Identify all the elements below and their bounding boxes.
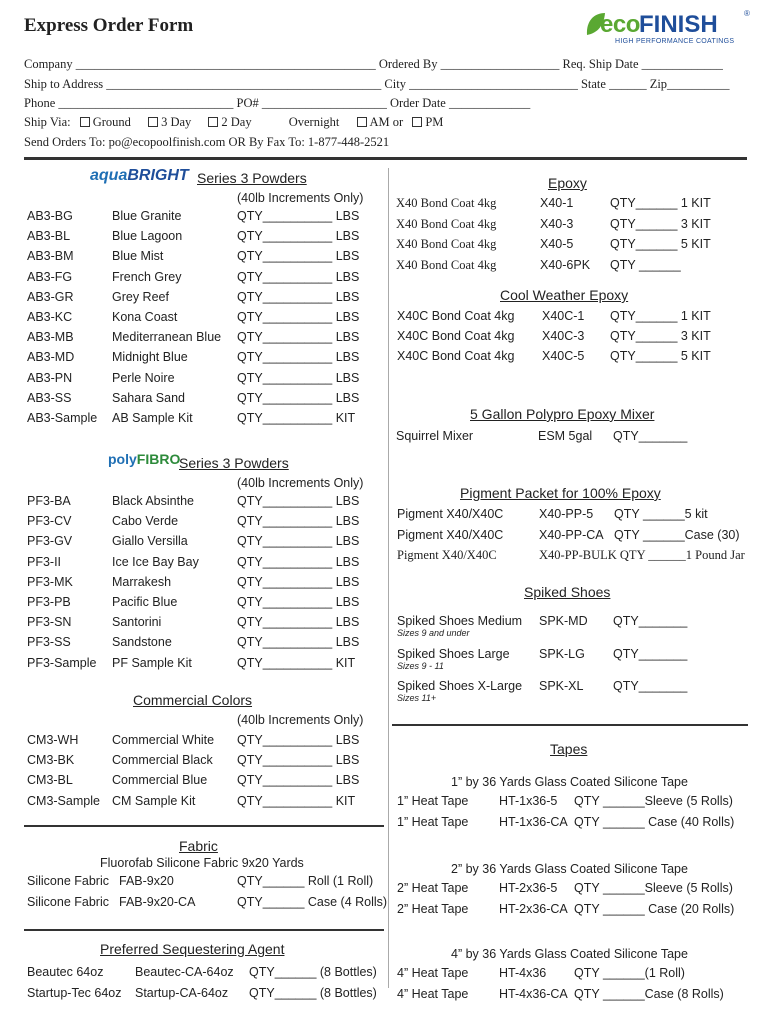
tape-group-2-row-1-col-2[interactable]: QTY ______Case (8 Rolls) — [574, 986, 724, 1001]
poly-row-6-col-0: PF3-SN — [27, 615, 72, 630]
aqua-row-9-col-0: AB3-SS — [27, 390, 72, 405]
commercial-row-0-col-0: CM3-WH — [27, 733, 79, 747]
top-divider — [24, 157, 747, 160]
aqua-logo-b: BRIGHT — [127, 167, 189, 184]
company-line[interactable]: Company ________________________________________________ Ordered By ___________________ Req. Ship Date _____________ — [24, 57, 723, 71]
poly-row-4-col-2[interactable]: QTY__________ LBS — [237, 574, 360, 589]
tape-group-1-head: 2” by 36 Yards Glass Coated Silicone Tape — [451, 862, 688, 876]
aqua-row-0-col-2[interactable]: QTY__________ LBS — [237, 209, 360, 223]
aqua-row-3-col-0: AB3-FG — [27, 269, 73, 284]
cool-row-2-col-2[interactable]: QTY______ 5 KIT — [610, 349, 711, 364]
aqua-row-1-col-2[interactable]: QTY__________ LBS — [237, 229, 360, 244]
poly-row-8-col-1: PF Sample Kit — [112, 655, 192, 670]
tape-group-2-row-0-col-0: 4” Heat Tape — [397, 966, 469, 980]
epoxy-row-1-col-2[interactable]: QTY______ 3 KIT — [610, 216, 711, 231]
epoxy-row-2-col-2[interactable]: QTY______ 5 KIT — [610, 237, 711, 251]
tapes-title: Tapes — [550, 741, 588, 757]
aqua-row-6-col-0: AB3-MB — [27, 330, 74, 345]
seq-row-0-col-0: Beautec 64oz — [27, 965, 104, 979]
cool-row-2-col-1: X40C-5 — [542, 349, 585, 364]
poly-row-5-col-0: PF3-PB — [27, 595, 71, 609]
logo-reg: ® — [744, 9, 750, 18]
overnight-label: Overnight — [288, 115, 340, 129]
poly-section-title: Series 3 Powders — [179, 455, 289, 471]
commercial-row-1-col-2[interactable]: QTY__________ LBS — [237, 753, 360, 768]
spiked-row-2-col-1: SPK-XL — [539, 679, 584, 693]
send-orders-line: Send Orders To: po@ecopoolfinish.com OR By Fax To: 1-877-448-2521 — [24, 135, 390, 149]
poly-row-1-col-2[interactable]: QTY__________ LBS — [237, 514, 360, 529]
epoxy-row-3-col-2[interactable]: QTY ______ — [610, 257, 681, 272]
poly-row-5-col-1: Pacific Blue — [112, 595, 178, 609]
tape-group-1-row-0-col-0: 2” Heat Tape — [397, 881, 469, 895]
seq-row-1-col-1: Startup-CA-64oz — [135, 985, 229, 1000]
tape-group-2-row-0-col-1: HT-4x36 — [499, 966, 547, 980]
cool-row-2-col-0: X40C Bond Coat 4kg — [397, 349, 515, 364]
spiked-title: Spiked Shoes — [524, 584, 611, 600]
commercial-row-3-col-0: CM3-Sample — [27, 793, 100, 808]
tape-group-0-row-1-col-0: 1” Heat Tape — [397, 814, 469, 829]
aqua-row-0-col-0: AB3-BG — [27, 209, 73, 223]
seq-row-0-col-2[interactable]: QTY______ (8 Bottles) — [249, 965, 377, 979]
mixer-col-2[interactable]: QTY_______ — [613, 429, 688, 443]
epoxy-row-2-col-0: X40 Bond Coat 4kg — [396, 237, 497, 251]
aqua-logo-a: aqua — [90, 167, 128, 184]
pigment-row-1-col-2[interactable]: QTY ______Case (30) — [614, 527, 740, 542]
commercial-title: Commercial Colors — [133, 692, 253, 708]
poly-row-6-col-2[interactable]: QTY__________ LBS — [237, 615, 360, 630]
cool-row-0-col-2[interactable]: QTY______ 1 KIT — [610, 309, 711, 323]
fabric-row-0-col-0: Silicone Fabric — [27, 874, 109, 888]
logo-finish-text: FINISH — [639, 11, 718, 38]
aqua-row-5-col-1: Kona Coast — [112, 310, 178, 324]
aqua-row-3-col-2[interactable]: QTY__________ LBS — [237, 269, 360, 284]
epoxy-row-3-col-1: X40-6PK — [540, 257, 591, 272]
polyfibro-logo — [108, 451, 180, 469]
poly-logo-a: poly — [108, 451, 137, 467]
aqua-row-5-col-2[interactable]: QTY__________ LBS — [237, 310, 360, 324]
epoxy-row-1-col-0: X40 Bond Coat 4kg — [396, 216, 497, 231]
tape-group-1-row-1-col-2[interactable]: QTY ______ Case (20 Rolls) — [574, 901, 735, 916]
pm-checkbox[interactable] — [412, 117, 422, 127]
column-divider — [388, 168, 389, 988]
poly-row-1-col-0: PF3-CV — [27, 514, 72, 529]
fabric-row-0-col-2[interactable]: QTY______ Roll (1 Roll) — [237, 874, 374, 888]
fabric-row-1-col-0: Silicone Fabric — [27, 894, 109, 909]
poly-row-3-col-1: Ice Ice Bay Bay — [112, 554, 199, 569]
spiked-row-2-sizes: Sizes 11+ — [397, 693, 437, 703]
pigment-row-0-col-2[interactable]: QTY ______5 kit — [614, 507, 708, 521]
aqua-row-10-col-2[interactable]: QTY__________ KIT — [237, 411, 356, 425]
pigment-row-2-col-1[interactable]: X40-PP-BULK QTY ______1 Pound Jar — [539, 548, 745, 562]
aqua-row-4-col-0: AB3-GR — [27, 289, 74, 304]
poly-row-1-col-1: Cabo Verde — [112, 514, 179, 529]
tape-group-0-row-0-col-2[interactable]: QTY ______Sleeve (5 Rolls) — [574, 794, 733, 808]
ground-label: Ground — [92, 115, 131, 129]
phone-line[interactable]: Phone ____________________________ PO# ____________________ Order Date _____________ — [24, 96, 531, 110]
tape-group-2-row-0-col-2[interactable]: QTY ______(1 Roll) — [574, 966, 685, 980]
tape-group-1-row-0-col-1: HT-2x36-5 — [499, 881, 558, 895]
cool-row-0-col-1: X40C-1 — [542, 309, 585, 323]
fabric-row-1-col-2[interactable]: QTY______ Case (4 Rolls) — [237, 894, 388, 909]
am-checkbox[interactable] — [357, 117, 367, 127]
aqua-row-8-col-1: Perle Noire — [112, 370, 175, 385]
logo-eco-text: eco — [600, 11, 640, 38]
spiked-row-1-col-1: SPK-LG — [539, 646, 585, 661]
commercial-increments: (40lb Increments Only) — [237, 713, 364, 727]
cool-title: Cool Weather Epoxy — [500, 287, 629, 303]
spiked-row-1-sizes: Sizes 9 - 11 — [397, 660, 444, 671]
fabric-subtitle: Fluorofab Silicone Fabric 9x20 Yards — [100, 856, 304, 870]
pigment-title: Pigment Packet for 100% Epoxy — [460, 485, 661, 501]
ship-via-line — [24, 115, 443, 130]
spiked-row-0-col-0: Spiked Shoes Medium — [397, 614, 523, 628]
cool-row-1-col-1: X40C-3 — [542, 329, 585, 344]
aqua-row-6-col-1: Mediterranean Blue — [112, 330, 222, 345]
ground-checkbox[interactable] — [80, 117, 90, 127]
tape-group-1-row-0-col-2[interactable]: QTY ______Sleeve (5 Rolls) — [574, 881, 733, 895]
spiked-row-1-col-2[interactable]: QTY_______ — [613, 646, 688, 661]
poly-row-3-col-2[interactable]: QTY__________ LBS — [237, 554, 360, 569]
pigment-row-0-col-0: Pigment X40/X40C — [397, 507, 504, 521]
logo-tagline: HIGH PERFORMANCE COATINGS — [615, 38, 735, 45]
poly-row-2-col-0: PF3-GV — [27, 534, 73, 549]
aqua-row-2-col-1: Blue Mist — [112, 249, 164, 264]
fabric-row-0-col-1: FAB-9x20 — [119, 874, 174, 888]
tape-group-1-row-1-col-0: 2” Heat Tape — [397, 901, 469, 916]
poly-row-3-col-0: PF3-II — [27, 554, 62, 569]
poly-row-2-col-2[interactable]: QTY__________ LBS — [237, 534, 360, 549]
spiked-row-0-col-2[interactable]: QTY_______ — [613, 614, 688, 628]
epoxy-row-3-col-0: X40 Bond Coat 4kg — [396, 257, 497, 272]
poly-row-0-col-2[interactable]: QTY__________ LBS — [237, 494, 360, 508]
commercial-row-1-col-0: CM3-BK — [27, 753, 75, 768]
spiked-row-1-col-0: Spiked Shoes Large — [397, 646, 510, 661]
tape-group-0-row-1-col-1: HT-1x36-CA — [499, 814, 568, 829]
poly-row-7-col-1: Sandstone — [112, 635, 172, 650]
aqua-row-0-col-1: Blue Granite — [112, 209, 182, 223]
aqua-row-10-col-1: AB Sample Kit — [112, 411, 193, 425]
poly-row-0-col-1: Black Absinthe — [112, 494, 194, 508]
commercial-row-3-col-1: CM Sample Kit — [112, 793, 196, 808]
pm-label: PM — [425, 115, 444, 129]
commercial-row-1-col-1: Commercial Black — [112, 753, 213, 768]
seq-title: Preferred Sequestering Agent — [100, 941, 285, 957]
spiked-row-0-col-1: SPK-MD — [539, 614, 588, 628]
poly-logo-b: FIBRO — [136, 451, 181, 467]
pigment-row-0-col-1: X40-PP-5 — [539, 507, 594, 521]
commercial-row-2-col-0: CM3-BL — [27, 773, 73, 788]
commercial-row-0-col-1: Commercial White — [112, 733, 215, 747]
epoxy-row-1-col-1: X40-3 — [540, 216, 574, 231]
commercial-row-2-col-2[interactable]: QTY__________ LBS — [237, 773, 360, 788]
pigment-row-1-col-1: X40-PP-CA — [539, 527, 604, 542]
tapes-divider — [392, 724, 748, 726]
epoxy-row-2-col-1: X40-5 — [540, 237, 574, 251]
commercial-row-2-col-1: Commercial Blue — [112, 773, 208, 788]
aquabright-logo — [90, 167, 189, 185]
aqua-row-8-col-0: AB3-PN — [27, 370, 73, 385]
seq-row-1-col-2[interactable]: QTY______ (8 Bottles) — [249, 985, 377, 1000]
aqua-row-7-col-0: AB3-MD — [27, 350, 75, 365]
3day-checkbox[interactable] — [148, 117, 158, 127]
commercial-row-3-col-2[interactable]: QTY__________ KIT — [237, 793, 356, 808]
mixer-col-0: Squirrel Mixer — [396, 429, 474, 443]
fabric-divider — [24, 825, 384, 827]
ship-to-line[interactable]: Ship to Address ____________________________________________ City ___________________________ State ______ Zip__________ — [24, 77, 730, 91]
aqua-row-10-col-0: AB3-Sample — [27, 411, 98, 425]
spiked-row-0-sizes: Sizes 9 and under — [397, 628, 470, 638]
aqua-row-4-col-2[interactable]: QTY__________ LBS — [237, 289, 360, 304]
poly-row-7-col-0: PF3-SS — [27, 635, 71, 650]
mixer-col-1: ESM 5gal — [538, 429, 593, 443]
poly-row-6-col-1: Santorini — [112, 615, 162, 630]
tape-group-2-row-1-col-1: HT-4x36-CA — [499, 986, 568, 1001]
epoxy-title: Epoxy — [548, 175, 587, 191]
poly-increments: (40lb Increments Only) — [237, 476, 364, 490]
epoxy-row-0-col-2[interactable]: QTY______ 1 KIT — [610, 196, 711, 210]
ship-via-label: Ship Via: — [24, 115, 71, 129]
cool-row-1-col-0: X40C Bond Coat 4kg — [397, 329, 515, 344]
pigment-row-2-col-0: Pigment X40/X40C — [397, 548, 497, 562]
seq-row-0-col-1: Beautec-CA-64oz — [135, 965, 234, 979]
spiked-row-2-col-0: Spiked Shoes X-Large — [397, 679, 523, 693]
aqua-row-2-col-2[interactable]: QTY__________ LBS — [237, 249, 360, 264]
poly-row-0-col-0: PF3-BA — [27, 494, 71, 508]
cool-row-1-col-2[interactable]: QTY______ 3 KIT — [610, 329, 711, 344]
aqua-row-1-col-0: AB3-BL — [27, 229, 71, 244]
aqua-row-8-col-2[interactable]: QTY__________ LBS — [237, 370, 360, 385]
form-title: Express Order Form — [24, 15, 194, 36]
poly-row-8-col-2[interactable]: QTY__________ KIT — [237, 655, 356, 670]
2day-label: 2 Day — [221, 115, 252, 129]
aqua-row-3-col-1: French Grey — [112, 269, 182, 284]
fabric-title: Fabric — [179, 838, 218, 854]
poly-row-8-col-0: PF3-Sample — [27, 655, 97, 670]
poly-row-4-col-1: Marrakesh — [112, 574, 172, 589]
poly-row-2-col-1: Giallo Versilla — [112, 534, 188, 549]
aqua-row-1-col-1: Blue Lagoon — [112, 229, 183, 244]
poly-row-7-col-2[interactable]: QTY__________ LBS — [237, 635, 360, 650]
tape-group-0-row-0-col-0: 1” Heat Tape — [397, 794, 469, 808]
aqua-row-5-col-0: AB3-KC — [27, 310, 73, 324]
aqua-row-7-col-1: Midnight Blue — [112, 350, 188, 365]
seq-row-1-col-0: Startup-Tec 64oz — [27, 985, 122, 1000]
aqua-increments: (40lb Increments Only) — [237, 191, 364, 205]
spiked-row-2-col-2[interactable]: QTY_______ — [613, 679, 688, 693]
aqua-row-7-col-2[interactable]: QTY__________ LBS — [237, 350, 360, 365]
tape-group-1-row-1-col-1: HT-2x36-CA — [499, 901, 568, 916]
poly-row-4-col-0: PF3-MK — [27, 574, 73, 589]
fabric-row-1-col-1: FAB-9x20-CA — [119, 894, 196, 909]
aqua-row-9-col-2[interactable]: QTY__________ LBS — [237, 390, 360, 405]
aqua-row-6-col-2[interactable]: QTY__________ LBS — [237, 330, 360, 345]
am-label: AM or — [369, 115, 404, 129]
tape-group-0-head: 1” by 36 Yards Glass Coated Silicone Tape — [451, 775, 688, 789]
epoxy-row-0-col-0: X40 Bond Coat 4kg — [396, 196, 497, 210]
aqua-row-2-col-0: AB3-BM — [27, 249, 74, 264]
aqua-row-4-col-1: Grey Reef — [112, 289, 169, 304]
epoxy-row-0-col-1: X40-1 — [540, 196, 574, 210]
mixer-title: 5 Gallon Polypro Epoxy Mixer — [470, 406, 655, 422]
aqua-row-9-col-1: Sahara Sand — [112, 390, 185, 405]
seq-divider — [24, 929, 384, 931]
cool-row-0-col-0: X40C Bond Coat 4kg — [397, 309, 515, 323]
tape-group-0-row-0-col-1: HT-1x36-5 — [499, 794, 558, 808]
aqua-section-title: Series 3 Powders — [197, 170, 307, 186]
commercial-row-0-col-2[interactable]: QTY__________ LBS — [237, 733, 360, 747]
tape-group-2-row-1-col-0: 4” Heat Tape — [397, 986, 469, 1001]
poly-row-5-col-2[interactable]: QTY__________ LBS — [237, 595, 360, 609]
3day-label: 3 Day — [161, 115, 192, 129]
tape-group-0-row-1-col-2[interactable]: QTY ______ Case (40 Rolls) — [574, 814, 735, 829]
tape-group-2-head: 4” by 36 Yards Glass Coated Silicone Tape — [451, 947, 688, 961]
pigment-row-1-col-0: Pigment X40/X40C — [397, 527, 504, 542]
2day-checkbox[interactable] — [208, 117, 218, 127]
